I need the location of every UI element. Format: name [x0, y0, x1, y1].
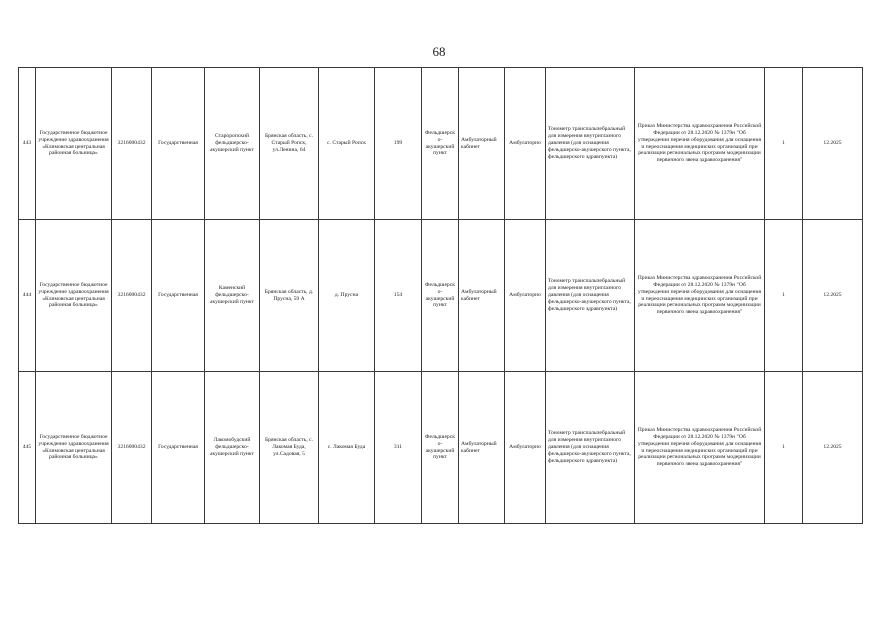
facility-address: Брянская область, д. Прусна, 59 А	[260, 220, 319, 372]
unit: Амбулаторный кабинет	[459, 220, 505, 372]
facility-type: Фельдшерско-акушерский пункт	[422, 68, 459, 220]
facility-name: Каменский фельдшерско-акушерский пункт	[205, 220, 260, 372]
table-row	[19, 372, 863, 524]
unit: Амбулаторный кабинет	[459, 372, 505, 524]
care-conditions: Амбулаторно	[505, 68, 546, 220]
page-number: 68	[432, 44, 446, 59]
organization-name: Государственное бюджетное учреждение здравоохранения «Климовская центральная районная больница»	[36, 220, 112, 372]
facility-name: Староропский фельдшерско-акушерский пункт	[205, 68, 260, 220]
facility-type: Фельдшерско-акушерский пункт	[422, 372, 459, 524]
settlement: с. Старый Ропск	[319, 68, 375, 220]
ownership-form: Государственная	[152, 372, 205, 524]
inn: 3216000432	[112, 68, 152, 220]
settlement: с. Лакомая Буда	[319, 372, 375, 524]
delivery-date: 12.2025	[803, 372, 863, 524]
ownership-form: Государственная	[152, 68, 205, 220]
facility-name: Лакомобудский фельдшерско-акушерский пункт	[205, 372, 260, 524]
population: 154	[375, 220, 422, 372]
population: 311	[375, 372, 422, 524]
ownership-form: Государственная	[152, 220, 205, 372]
inn: 3216000432	[112, 372, 152, 524]
inn: 3216000432	[112, 220, 152, 372]
delivery-date: 12.2025	[803, 68, 863, 220]
care-conditions: Амбулаторно	[505, 220, 546, 372]
organization-name: Государственное бюджетное учреждение здравоохранения «Климовская центральная районная больница»	[36, 68, 112, 220]
unit: Амбулаторный кабинет	[459, 68, 505, 220]
table-bottom-rule	[18, 523, 863, 524]
facility-address: Брянская область, с. Лакомая Буда, ул.Садовая, 5	[260, 372, 319, 524]
table-row	[19, 220, 863, 372]
population: 199	[375, 68, 422, 220]
facility-type: Фельдшерско-акушерский пункт	[422, 220, 459, 372]
settlement: д. Прусна	[319, 220, 375, 372]
row-number: 443	[19, 68, 36, 220]
care-conditions: Амбулаторно	[505, 372, 546, 524]
table-row	[19, 68, 863, 220]
equipment-registry-table	[18, 67, 863, 524]
regulatory-order: Приказ Министерства здравоохранения Российской Федерации от 28.12.2020 № 1379н "Об утверждении перечня оборудования для оснащения и переоснащения медицинских организаций при реализации региональных программ модернизации первичного звена здравоохранения"	[635, 68, 765, 220]
row-number: 444	[19, 220, 36, 372]
regulatory-order: Приказ Министерства здравоохранения Российской Федерации от 28.12.2020 № 1379н "Об утверждении перечня оборудования для оснащения и переоснащения медицинских организаций при реализации региональных программ модернизации первичного звена здравоохранения"	[635, 372, 765, 524]
facility-address: Брянская область, с. Старый Ропск, ул.Ленина, 64	[260, 68, 319, 220]
delivery-date: 12.2025	[803, 220, 863, 372]
row-number: 445	[19, 372, 36, 524]
organization-name: Государственное бюджетное учреждение здравоохранения «Климовская центральная районная больница»	[36, 372, 112, 524]
equipment-name: Тонометр транспальпебральный для измерения внутриглазного давления (для оснащения фельдшерско-акушерского пункта, фельдшерского здравпункта)	[546, 372, 635, 524]
quantity: 1	[765, 372, 803, 524]
regulatory-order: Приказ Министерства здравоохранения Российской Федерации от 28.12.2020 № 1379н "Об утверждении перечня оборудования для оснащения и переоснащения медицинских организаций при реализации региональных программ модернизации первичного звена здравоохранения"	[635, 220, 765, 372]
equipment-name: Тонометр транспальпебральный для измерения внутриглазного давления (для оснащения фельдшерско-акушерского пункта, фельдшерского здравпункта)	[546, 68, 635, 220]
equipment-name: Тонометр транспальпебральный для измерения внутриглазного давления (для оснащения фельдшерско-акушерского пункта, фельдшерского здравпункта)	[546, 220, 635, 372]
quantity: 1	[765, 68, 803, 220]
quantity: 1	[765, 220, 803, 372]
